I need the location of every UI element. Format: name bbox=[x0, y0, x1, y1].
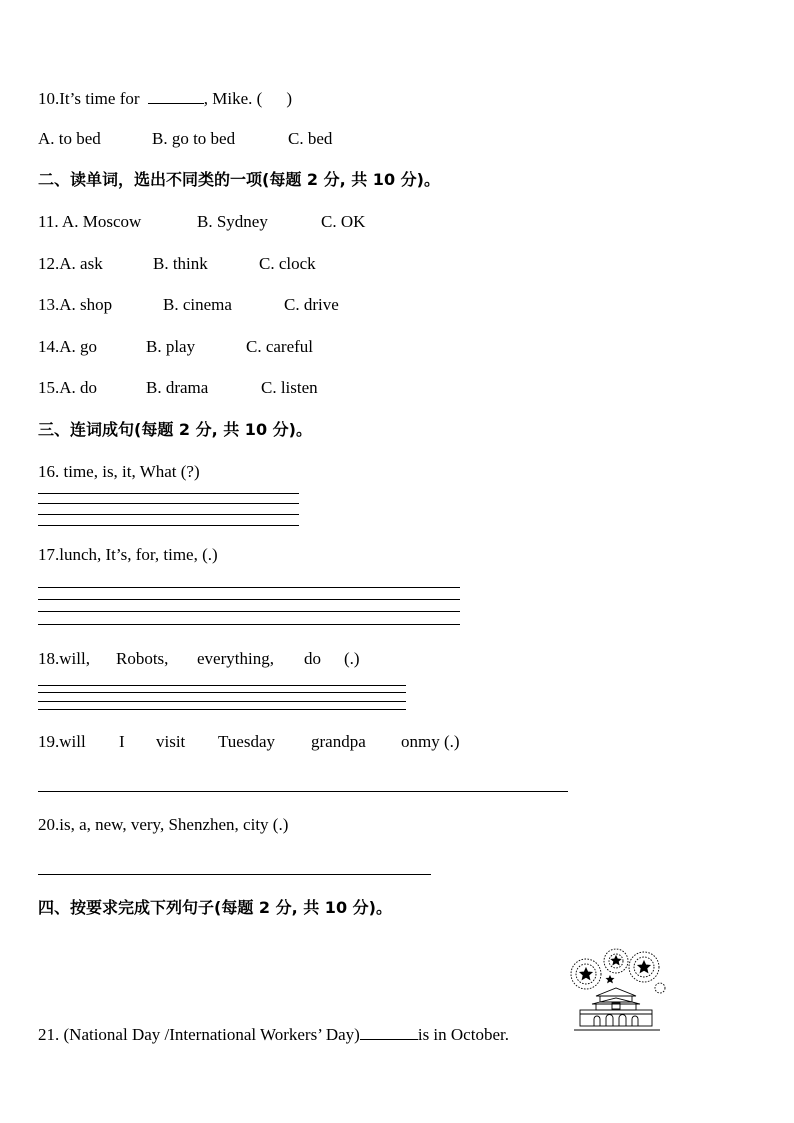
q19-word: onmy (.) bbox=[401, 732, 460, 751]
q10-stem-middle: , Mike. ( bbox=[203, 89, 263, 108]
q18-word: do bbox=[304, 649, 321, 668]
question-10 bbox=[38, 87, 292, 109]
q21-stem-start: 21. (National Day /International Workers’ Day) bbox=[38, 1025, 360, 1044]
q11-option-b[interactable]: B. Sydney bbox=[197, 212, 268, 231]
q18-word: (.) bbox=[344, 649, 360, 668]
tiananmen-fireworks-illustration bbox=[566, 944, 668, 1034]
question-20: 20.is, a, new, very, Shenzhen, city (.) bbox=[38, 815, 289, 834]
q17-answer-line[interactable] bbox=[38, 624, 460, 625]
q19-word: 19.will bbox=[38, 732, 86, 751]
q15-option-b[interactable]: B. drama bbox=[146, 378, 209, 397]
question-12 bbox=[38, 254, 316, 274]
q17-answer-line[interactable] bbox=[38, 599, 460, 600]
q10-options bbox=[38, 129, 332, 149]
q19-word: visit bbox=[156, 732, 186, 751]
question-17: 17.lunch, It’s, for, time, (.) bbox=[38, 545, 218, 564]
section-3-heading: 三、连词成句(每题 2 分, 共 10 分)。 bbox=[38, 420, 312, 439]
q17-answer-line[interactable] bbox=[38, 611, 460, 612]
question-11 bbox=[38, 212, 365, 232]
q19-word: grandpa bbox=[311, 732, 366, 751]
q19-answer-line[interactable] bbox=[38, 791, 568, 792]
q15-option-a[interactable]: 15.A. do bbox=[38, 378, 98, 397]
q10-stem-start: 10.It’s time for bbox=[38, 89, 140, 108]
q10-stem-end: ) bbox=[286, 89, 292, 108]
q12-option-b[interactable]: B. think bbox=[153, 254, 208, 273]
q13-option-b[interactable]: B. cinema bbox=[163, 295, 232, 314]
question-16: 16. time, is, it, What (?) bbox=[38, 462, 200, 481]
section-4-heading: 四、按要求完成下列句子(每题 2 分, 共 10 分)。 bbox=[38, 898, 392, 917]
q18-word: Robots, bbox=[116, 649, 169, 668]
q14-option-c[interactable]: C. careful bbox=[246, 337, 314, 356]
q21-answer-blank[interactable] bbox=[360, 1023, 418, 1040]
question-13 bbox=[38, 295, 339, 315]
q10-answer-blank[interactable] bbox=[148, 87, 204, 104]
q12-option-a[interactable]: 12.A. ask bbox=[38, 254, 103, 273]
q18-answer-line[interactable] bbox=[38, 685, 406, 686]
q16-answer-line[interactable] bbox=[38, 503, 299, 504]
question-15 bbox=[38, 378, 318, 398]
q18-word: 18.will, bbox=[38, 649, 90, 668]
question-18 bbox=[38, 649, 360, 669]
q21-stem-end: is in October. bbox=[417, 1025, 509, 1044]
q14-option-b[interactable]: B. play bbox=[146, 337, 196, 356]
q13-option-c[interactable]: C. drive bbox=[284, 295, 339, 314]
q13-option-a[interactable]: 13.A. shop bbox=[38, 295, 113, 314]
q18-answer-line[interactable] bbox=[38, 692, 406, 693]
q14-option-a[interactable]: 14.A. go bbox=[38, 337, 98, 356]
q12-option-c[interactable]: C. clock bbox=[259, 254, 316, 273]
q16-answer-line[interactable] bbox=[38, 525, 299, 526]
q11-option-a[interactable]: 11. A. Moscow bbox=[38, 212, 142, 231]
q10-option-c[interactable]: C. bed bbox=[288, 129, 333, 148]
section-2-heading: 二、读单词，选出不同类的一项(每题 2 分, 共 10 分)。 bbox=[38, 170, 440, 189]
q18-answer-line[interactable] bbox=[38, 709, 406, 710]
q18-answer-line[interactable] bbox=[38, 701, 406, 702]
q10-option-b[interactable]: B. go to bed bbox=[152, 129, 236, 148]
q16-answer-line[interactable] bbox=[38, 493, 299, 494]
q19-word: I bbox=[119, 732, 125, 751]
question-19 bbox=[38, 732, 460, 752]
question-21 bbox=[38, 1023, 509, 1045]
q20-answer-line[interactable] bbox=[38, 874, 431, 875]
q19-word: Tuesday bbox=[218, 732, 275, 751]
q10-option-a[interactable]: A. to bed bbox=[38, 129, 101, 148]
q18-word: everything, bbox=[197, 649, 274, 668]
q17-answer-line[interactable] bbox=[38, 587, 460, 588]
question-14 bbox=[38, 337, 313, 357]
q11-option-c[interactable]: C. OK bbox=[321, 212, 366, 231]
q16-answer-line[interactable] bbox=[38, 514, 299, 515]
q15-option-c[interactable]: C. listen bbox=[261, 378, 318, 397]
